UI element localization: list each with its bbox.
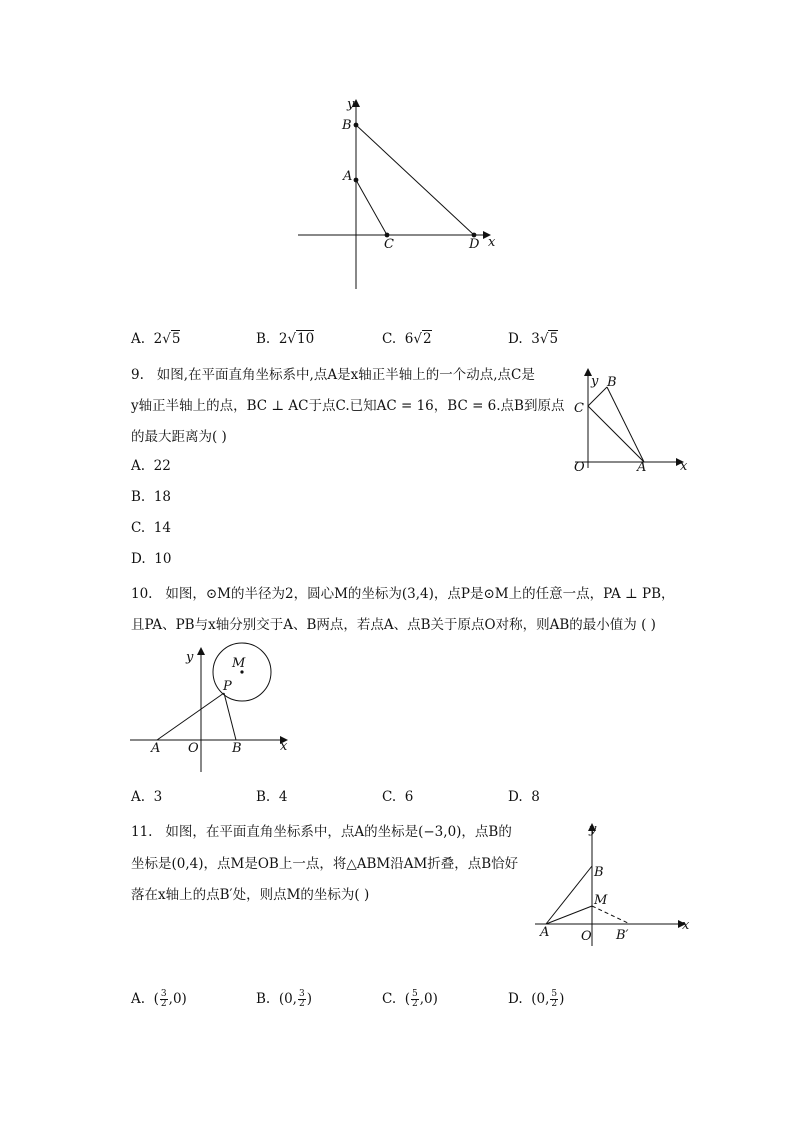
q8-option-d[interactable] bbox=[508, 331, 558, 347]
label-x: x bbox=[280, 739, 288, 754]
option-close: ,0) bbox=[419, 991, 438, 1007]
option-letter: A. bbox=[131, 331, 146, 347]
radical-sign: √ bbox=[413, 331, 422, 347]
q11-figure bbox=[530, 818, 695, 948]
label-b: B bbox=[342, 118, 352, 133]
q10-option-c[interactable] bbox=[382, 789, 413, 805]
option-value: 18 bbox=[153, 489, 171, 505]
option-letter: D. bbox=[508, 991, 523, 1007]
option-radicand: 5 bbox=[549, 331, 559, 347]
option-letter: B. bbox=[256, 991, 271, 1007]
option-value: 8 bbox=[531, 789, 540, 805]
option-letter: A. bbox=[131, 789, 146, 805]
label-a: A bbox=[637, 460, 647, 475]
q9-option-a[interactable] bbox=[131, 458, 171, 474]
label-x: x bbox=[682, 918, 690, 933]
q9-line-3: 的最大距离为( ) bbox=[131, 429, 227, 445]
q11-line-3: 落在x轴上的点B′处，则点M的坐标为( ) bbox=[131, 887, 370, 903]
q9-option-b[interactable] bbox=[131, 489, 171, 505]
point-a bbox=[354, 178, 359, 183]
option-radicand: 10 bbox=[297, 331, 315, 347]
option-letter: D. bbox=[131, 551, 146, 567]
option-letter: B. bbox=[131, 489, 146, 505]
option-value: 6 bbox=[404, 789, 414, 805]
q9-option-c[interactable] bbox=[131, 520, 171, 536]
q10-option-a[interactable] bbox=[131, 789, 162, 805]
fraction bbox=[550, 990, 558, 1009]
label-b: B bbox=[232, 741, 242, 756]
label-a: A bbox=[540, 925, 550, 940]
fraction-denominator: 2 bbox=[412, 999, 418, 1009]
q8-option-b[interactable] bbox=[256, 331, 314, 347]
fraction-numerator: 5 bbox=[412, 989, 418, 999]
option-letter: C. bbox=[131, 520, 146, 536]
fraction-denominator: 2 bbox=[551, 999, 558, 1009]
label-x: x bbox=[488, 235, 496, 250]
option-close: ) bbox=[559, 991, 565, 1007]
label-m: M bbox=[594, 893, 608, 908]
segment-cb bbox=[588, 387, 607, 406]
q10-figure bbox=[125, 640, 295, 776]
radical-sign: √ bbox=[539, 331, 549, 347]
fraction-numerator: 3 bbox=[160, 989, 167, 999]
label-o: O bbox=[581, 929, 592, 944]
option-open: (0, bbox=[531, 991, 550, 1007]
label-d: D bbox=[469, 237, 480, 252]
option-letter: C. bbox=[382, 991, 397, 1007]
label-b: B bbox=[594, 865, 604, 880]
option-letter: A. bbox=[131, 458, 146, 474]
q10-option-b[interactable] bbox=[256, 789, 287, 805]
q8-option-c[interactable] bbox=[382, 331, 432, 347]
fraction-denominator: 2 bbox=[160, 999, 167, 1009]
option-coef: 3 bbox=[531, 331, 540, 347]
label-c: C bbox=[574, 401, 584, 416]
option-letter: D. bbox=[508, 331, 523, 347]
option-open: ( bbox=[404, 991, 411, 1007]
label-o: O bbox=[188, 741, 199, 756]
segment-ac bbox=[356, 180, 387, 235]
option-letter: B. bbox=[256, 331, 271, 347]
option-coef: 6 bbox=[404, 331, 414, 347]
point-b bbox=[354, 123, 359, 128]
fraction bbox=[298, 990, 306, 1009]
q10-option-d[interactable] bbox=[508, 789, 540, 805]
option-value: 14 bbox=[153, 520, 171, 536]
option-value: 22 bbox=[153, 458, 171, 474]
fraction-numerator: 3 bbox=[298, 989, 305, 999]
option-letter: A. bbox=[131, 991, 146, 1007]
question-number: 10. bbox=[131, 586, 153, 602]
q11-option-d[interactable] bbox=[508, 990, 564, 1009]
option-radicand: 5 bbox=[171, 331, 181, 347]
q8-figure bbox=[290, 92, 510, 297]
fraction-numerator: 5 bbox=[551, 989, 558, 999]
option-open: ( bbox=[153, 991, 159, 1007]
fraction-denominator: 2 bbox=[298, 999, 305, 1009]
option-value: 3 bbox=[153, 789, 163, 805]
label-b-prime: B′ bbox=[616, 928, 629, 943]
label-a: A bbox=[151, 741, 161, 756]
option-close: ) bbox=[306, 991, 312, 1007]
segment-ba bbox=[607, 387, 644, 462]
label-x: x bbox=[680, 459, 688, 474]
label-o: O bbox=[574, 460, 585, 475]
option-value: 10 bbox=[154, 551, 172, 567]
label-c: C bbox=[384, 237, 394, 252]
segment-pa bbox=[157, 693, 224, 740]
label-y: y bbox=[589, 822, 597, 837]
segment-bd bbox=[356, 125, 474, 235]
label-y: y bbox=[347, 97, 355, 112]
q10-line-1: 如图，⊙M的半径为2，圆心M的坐标为(3,4)，点P是⊙M上的任意一点，PA ⊥ PB， bbox=[165, 586, 675, 602]
option-coef: 2 bbox=[278, 331, 288, 347]
q11-line-2: 坐标是(0,4)，点M是OB上一点，将△ABM沿AM折叠，点B恰好 bbox=[131, 856, 519, 872]
q9-option-d[interactable] bbox=[131, 551, 171, 567]
q9-figure bbox=[565, 365, 695, 480]
radical-sign: √ bbox=[162, 331, 171, 347]
label-a: A bbox=[343, 169, 353, 184]
option-letter: B. bbox=[256, 789, 271, 805]
radical-sign: √ bbox=[287, 331, 297, 347]
label-p: P bbox=[223, 679, 232, 694]
option-coef: 2 bbox=[153, 331, 163, 347]
question-number: 11. bbox=[131, 824, 153, 840]
segment-mb-prime bbox=[592, 906, 630, 924]
q9-line-2: y轴正半轴上的点，BC ⊥ AC于点C.已知AC = 16，BC = 6.点B到原点 bbox=[131, 398, 565, 414]
q11-option-c[interactable] bbox=[382, 990, 438, 1009]
option-open: (0, bbox=[278, 991, 297, 1007]
option-letter: D. bbox=[508, 789, 523, 805]
q8-option-a[interactable] bbox=[131, 331, 180, 347]
q11-line-1: 如图，在平面直角坐标系中，点A的坐标是(−3,0)，点B的 bbox=[165, 824, 512, 840]
option-letter: C. bbox=[382, 331, 397, 347]
segment-ca bbox=[588, 406, 644, 462]
option-close: ,0) bbox=[168, 991, 187, 1007]
option-value: 4 bbox=[278, 789, 288, 805]
fraction bbox=[411, 990, 419, 1009]
fraction bbox=[160, 990, 168, 1009]
option-letter: C. bbox=[382, 789, 397, 805]
q11-option-b[interactable] bbox=[256, 990, 312, 1009]
label-m: M bbox=[232, 656, 246, 671]
question-number: 9. bbox=[131, 367, 144, 383]
q11-option-a[interactable] bbox=[131, 990, 187, 1009]
label-y: y bbox=[591, 374, 599, 389]
q10-line-2: 且PA、PB与x轴分别交于A、B两点，若点A、点B关于原点O对称，则AB的最小值为 ( ) bbox=[131, 617, 656, 633]
label-y: y bbox=[186, 650, 194, 665]
option-radicand: 2 bbox=[422, 331, 432, 347]
q9-line-1: 如图,在平面直角坐标系中,点A是x轴正半轴上的一个动点,点C是 bbox=[156, 367, 535, 383]
label-b: B bbox=[607, 375, 617, 390]
